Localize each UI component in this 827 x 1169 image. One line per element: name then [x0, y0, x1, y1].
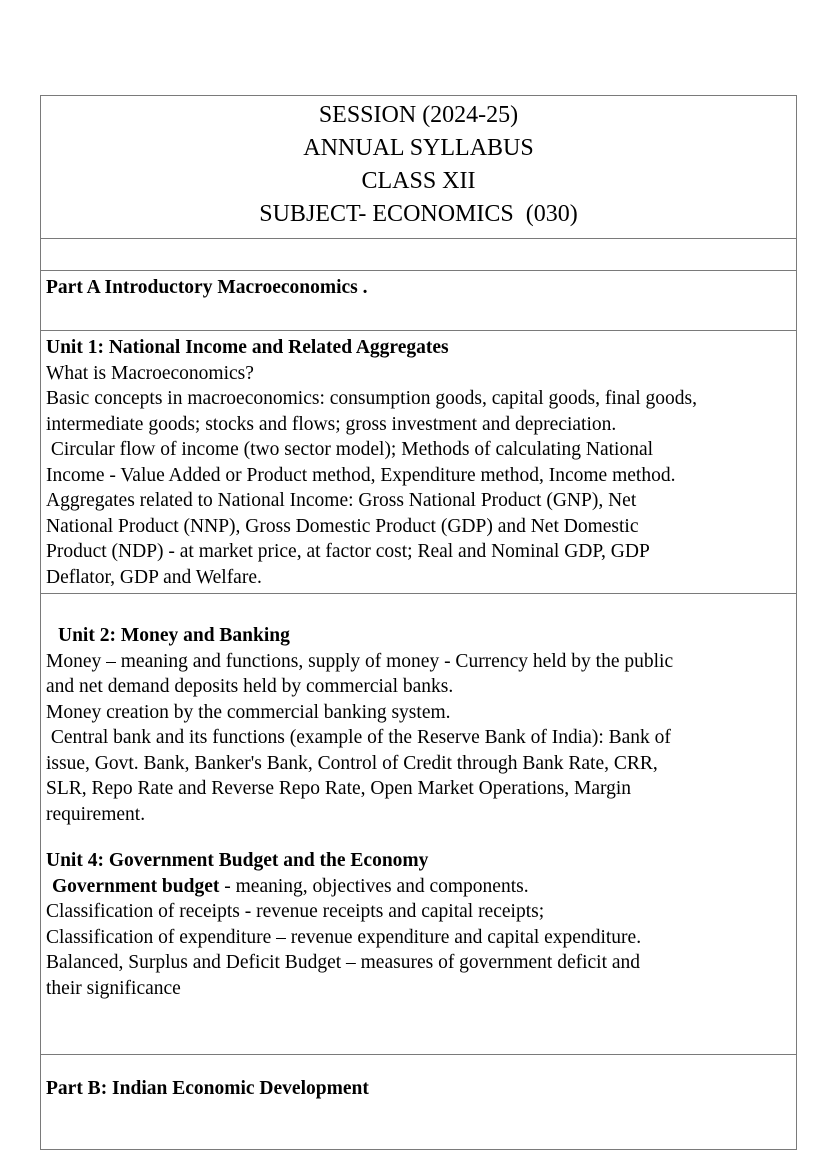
unit-1-line: Basic concepts in macroeconomics: consumption goods, capital goods, final goods,	[46, 388, 697, 409]
unit-1-line: Deflator, GDP and Welfare.	[46, 566, 262, 588]
unit-2-line: Money creation by the commercial banking system.	[46, 701, 451, 723]
unit-2-line: Money – meaning and functions, supply of money - Currency held by the public	[46, 650, 674, 672]
session-heading: SESSION (2024-25)	[318, 102, 519, 128]
unit-4-title: Unit 4: Government Budget and the Economy	[46, 850, 429, 871]
unit-2-line: Central bank and its functions (example of the Reserve Bank of India): Bank of	[46, 727, 671, 748]
unit-2-line: SLR, Repo Rate and Reverse Repo Rate, Open Market Operations, Margin	[46, 778, 632, 799]
syllabus-table	[40, 95, 797, 1150]
unit-1-line: Product (NDP) - at market price, at factor cost; Real and Nominal GDP, GDP	[46, 541, 650, 562]
unit-2-title: Unit 2: Money and Banking	[58, 625, 290, 646]
subject-heading: SUBJECT- ECONOMICS (030)	[259, 201, 578, 227]
unit-2-4-row	[41, 593, 796, 1054]
part-b-row	[41, 1054, 796, 1149]
unit-1-row	[41, 330, 796, 593]
part-b-title: Part B: Indian Economic Development	[46, 1078, 369, 1099]
unit-1-content	[46, 335, 788, 590]
syllabus-heading: ANNUAL SYLLABUS	[303, 135, 534, 161]
class-heading: CLASS XII	[361, 168, 476, 194]
unit-2-line: requirement.	[46, 803, 146, 825]
unit-4-content	[46, 848, 788, 1001]
unit-1-line: intermediate goods; stocks and flows; gross investment and depreciation.	[46, 413, 617, 435]
unit-2-content	[46, 623, 788, 827]
unit-1-line: Aggregates related to National Income: Gross National Product (GNP), Net	[46, 490, 637, 511]
unit-2-line: issue, Govt. Bank, Banker's Bank, Control of Credit through Bank Rate, CRR,	[46, 752, 658, 774]
unit-4-line: Classification of receipts - revenue receipts and capital receipts;	[46, 901, 545, 922]
unit-1-line: Income - Value Added or Product method, Expenditure method, Income method.	[46, 464, 676, 486]
unit-1-title: Unit 1: National Income and Related Aggregates	[46, 337, 449, 358]
unit-1-line: National Product (NNP), Gross Domestic Product (GDP) and Net Domestic	[46, 515, 639, 537]
government-budget-desc: - meaning, objectives and components.	[219, 875, 529, 897]
government-budget-term: Government budget	[52, 875, 220, 897]
part-a-row	[41, 270, 796, 330]
unit-4-budget-line	[46, 874, 788, 900]
unit-1-line: What is Macroeconomics?	[46, 362, 254, 384]
unit-4-line: Balanced, Surplus and Deficit Budget – measures of government deficit and	[46, 952, 641, 973]
part-a-title: Part A Introductory Macroeconomics .	[46, 277, 368, 298]
unit-2-line: and net demand deposits held by commercial banks.	[46, 676, 454, 697]
blank-row	[41, 238, 796, 270]
title-block	[41, 96, 796, 238]
unit-4-line: their significance	[46, 977, 181, 999]
unit-1-line: Circular flow of income (two sector model); Methods of calculating National	[46, 439, 654, 460]
unit-4-line: Classification of expenditure – revenue expenditure and capital expenditure.	[46, 926, 642, 948]
